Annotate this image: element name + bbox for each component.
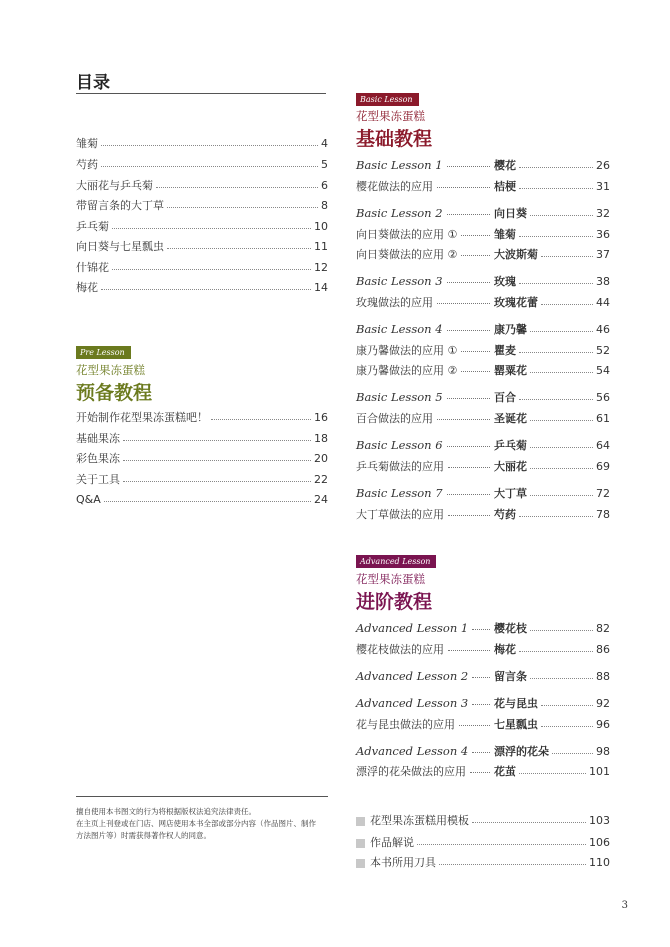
leader-dots [461, 351, 490, 352]
lesson-left [356, 158, 494, 172]
toc-item[interactable] [76, 471, 328, 487]
toc-item[interactable] [76, 430, 328, 446]
lesson-flower-name: 百合 [494, 391, 516, 404]
lesson-item[interactable] [356, 458, 610, 474]
lesson-flower-name: 玫瑰花蕾 [494, 296, 538, 309]
toc-item[interactable] [356, 854, 610, 870]
leader-dots [167, 247, 311, 249]
leader-dots [472, 629, 490, 630]
footnote-line: 方法图片等）时需获得著作权人的同意。 [76, 831, 211, 840]
lesson-page: 32 [596, 206, 610, 220]
lesson-page: 54 [596, 363, 610, 377]
leader-dots [519, 398, 593, 400]
leader-dots [541, 303, 593, 305]
leader-dots [112, 268, 311, 270]
square-bullet-icon [356, 839, 365, 848]
leader-dots [519, 187, 593, 189]
lesson-item[interactable] [356, 362, 610, 378]
toc-item-label: 开始制作花型果冻蛋糕吧！ [76, 411, 208, 424]
lesson-application-label: 大丁草做法的应用 [356, 508, 444, 521]
leader-dots [448, 467, 490, 468]
toc-item[interactable] [76, 156, 328, 172]
lesson-item[interactable] [356, 389, 610, 405]
lesson-number-label: Advanced Lesson 3 [356, 696, 469, 710]
lesson-flower-name: 康乃馨 [494, 323, 527, 336]
lesson-flower-name: 芍药 [494, 508, 516, 521]
lesson-page: 69 [596, 459, 610, 473]
lesson-page: 52 [596, 343, 610, 357]
lesson-flower-name: 乒乓菊 [494, 439, 527, 452]
toc-item-label: 作品解说 [370, 836, 414, 849]
leader-dots [417, 843, 586, 845]
leader-dots [541, 725, 593, 727]
leader-dots [447, 166, 490, 167]
leader-dots [530, 494, 593, 496]
lesson-page: 31 [596, 179, 610, 193]
leader-dots [448, 515, 490, 516]
leader-dots [448, 650, 490, 651]
lesson-flower-name: 大丽花 [494, 460, 527, 473]
page-number: 3 [621, 900, 628, 911]
lesson-item[interactable] [356, 506, 610, 522]
lesson-flower-name: 圣诞花 [494, 412, 527, 425]
leader-dots [530, 446, 593, 448]
leader-dots [447, 398, 490, 399]
leader-dots [447, 330, 490, 331]
lesson-left [356, 696, 494, 710]
leader-dots [101, 165, 318, 167]
lesson-flower-name: 桔梗 [494, 180, 516, 193]
leader-dots [552, 752, 593, 754]
toc-item[interactable] [76, 259, 328, 275]
lesson-item[interactable] [356, 641, 610, 657]
leader-dots [530, 371, 593, 373]
leader-dots [123, 459, 311, 461]
toc-item-page: 14 [314, 280, 328, 294]
lesson-number-label: Advanced Lesson 1 [356, 621, 469, 635]
toc-item-label: 关于工具 [76, 473, 120, 486]
leader-dots [156, 186, 318, 188]
lesson-item[interactable] [356, 668, 610, 684]
lesson-application-label: 向日葵做法的应用 ① [356, 228, 458, 241]
lesson-item[interactable] [356, 178, 610, 194]
lesson-item[interactable] [356, 273, 610, 289]
toc-item-label: 乒乓菊 [76, 220, 109, 233]
toc-item-page: 6 [321, 178, 328, 192]
toc-item-label: 向日葵与七星瓢虫 [76, 240, 164, 253]
footnote-line: 在主页上刊登或在门店、网店使用本书全部或部分内容（作品图片、制作 [76, 819, 316, 828]
leader-dots [104, 500, 311, 502]
toc-item-page: 8 [321, 198, 328, 212]
lesson-number-label: Advanced Lesson 4 [356, 744, 469, 758]
toc-item[interactable] [76, 491, 328, 507]
lesson-page: 86 [596, 642, 610, 656]
lesson-application-label: 向日葵做法的应用 ② [356, 248, 458, 261]
leader-dots [470, 772, 490, 773]
lesson-number-label: Basic Lesson 5 [356, 390, 443, 404]
toc-item-page: 110 [589, 855, 610, 869]
lesson-left [356, 362, 494, 378]
toc-item[interactable] [356, 812, 610, 828]
lesson-page: 61 [596, 411, 610, 425]
leader-dots [472, 677, 490, 678]
leader-dots [541, 255, 593, 257]
basic-lesson-subtitle: 花型果冻蛋糕 [356, 109, 425, 123]
leader-dots [461, 255, 490, 256]
lesson-page: 92 [596, 696, 610, 710]
leader-dots [101, 288, 311, 290]
leader-dots [519, 166, 593, 168]
lesson-application-label: 百合做法的应用 [356, 412, 433, 425]
footnote-line: 擅自使用本书图文的行为将根据版权法追究法律责任。 [76, 807, 256, 816]
lesson-item[interactable] [356, 205, 610, 221]
lesson-number-label: Basic Lesson 4 [356, 322, 443, 336]
toc-item-page: 4 [321, 136, 328, 150]
toc-item-page: 20 [314, 451, 328, 465]
leader-dots [519, 282, 593, 284]
lesson-number-label: Basic Lesson 1 [356, 158, 443, 172]
lesson-page: 56 [596, 390, 610, 404]
lesson-page: 46 [596, 322, 610, 336]
lesson-flower-name: 漂浮的花朵 [494, 745, 549, 758]
lesson-flower-name: 花茧 [494, 765, 516, 778]
leader-dots [530, 214, 593, 216]
leader-dots [519, 515, 593, 517]
lesson-page: 82 [596, 621, 610, 635]
lesson-page: 38 [596, 274, 610, 288]
lesson-flower-name: 大波斯菊 [494, 248, 538, 261]
toc-item-label: 什锦花 [76, 261, 109, 274]
toc-item-label: 本书所用刀具 [370, 856, 436, 869]
lesson-item[interactable] [356, 620, 610, 636]
lesson-item[interactable] [356, 157, 610, 173]
lesson-application-label: 康乃馨做法的应用 ② [356, 364, 458, 377]
toc-item[interactable] [76, 279, 328, 295]
toc-item[interactable] [356, 834, 610, 850]
lesson-item[interactable] [356, 743, 610, 759]
leader-dots [123, 439, 311, 441]
toc-item-page: 12 [314, 260, 328, 274]
lesson-flower-name: 向日葵 [494, 207, 527, 220]
lesson-flower-name: 樱花 [494, 159, 516, 172]
leader-dots [541, 704, 593, 706]
toc-item-label: 芍药 [76, 158, 98, 171]
toc-item-label: 彩色果冻 [76, 452, 120, 465]
lesson-left [356, 178, 494, 194]
lesson-application-label: 花与昆虫做法的应用 [356, 718, 455, 731]
lesson-page: 96 [596, 717, 610, 731]
lesson-number-label: Basic Lesson 2 [356, 206, 443, 220]
lesson-left [356, 246, 494, 262]
toc-item-label: 带留言条的大丁草 [76, 199, 164, 212]
lesson-application-label: 康乃馨做法的应用 ① [356, 344, 458, 357]
lesson-page: 26 [596, 158, 610, 172]
lesson-left [356, 486, 494, 500]
lesson-item[interactable] [356, 485, 610, 501]
lesson-page: 36 [596, 227, 610, 241]
lesson-flower-name: 瞿麦 [494, 344, 516, 357]
lesson-left [356, 294, 494, 310]
leader-dots [437, 187, 490, 188]
lesson-item[interactable] [356, 410, 610, 426]
page-title: 目录 [76, 73, 110, 93]
leader-dots [530, 467, 593, 469]
lesson-application-label: 樱花做法的应用 [356, 180, 433, 193]
lesson-flower-name: 玫瑰 [494, 275, 516, 288]
lesson-left [356, 438, 494, 452]
lesson-flower-name: 雏菊 [494, 228, 516, 241]
pre-lesson-badge: Pre Lesson [76, 346, 131, 359]
lesson-page: 78 [596, 507, 610, 521]
toc-item-label: Q&A [76, 492, 101, 506]
lesson-left [356, 226, 494, 242]
leader-dots [211, 418, 311, 420]
square-bullet-icon [356, 859, 365, 868]
toc-item-page: 103 [589, 813, 610, 827]
leader-dots [447, 282, 490, 283]
lesson-page: 101 [589, 764, 610, 778]
lesson-page: 64 [596, 438, 610, 452]
advanced-lesson-heading: 进阶教程 [356, 591, 433, 613]
toc-item-page: 16 [314, 410, 328, 424]
lesson-left [356, 322, 494, 336]
lesson-left [356, 716, 494, 732]
toc-item-page: 11 [314, 239, 328, 253]
leader-dots [123, 480, 311, 482]
leader-dots [519, 235, 593, 237]
leader-dots [447, 214, 490, 215]
pre-lesson-heading: 预备教程 [76, 382, 153, 404]
leader-dots [439, 863, 586, 865]
pre-lesson-subtitle: 花型果冻蛋糕 [76, 363, 145, 377]
lesson-page: 44 [596, 295, 610, 309]
lesson-number-label: Advanced Lesson 2 [356, 669, 469, 683]
lesson-number-label: Basic Lesson 3 [356, 274, 443, 288]
leader-dots [112, 227, 311, 229]
footnote-divider [76, 796, 328, 797]
lesson-item[interactable] [356, 294, 610, 310]
leader-dots [472, 752, 490, 753]
lesson-left [356, 390, 494, 404]
lesson-left [356, 206, 494, 220]
toc-item[interactable] [76, 177, 328, 193]
toc-item-label: 梅花 [76, 281, 98, 294]
toc-item-label: 雏菊 [76, 137, 98, 150]
toc-item-page: 24 [314, 492, 328, 506]
basic-lesson-badge: Basic Lesson [356, 93, 419, 106]
lesson-page: 37 [596, 247, 610, 261]
lesson-left [356, 458, 494, 474]
leader-dots [472, 704, 490, 705]
lesson-flower-name: 樱花枝 [494, 622, 527, 635]
leader-dots [461, 235, 490, 236]
toc-item-page: 22 [314, 472, 328, 486]
lesson-flower-name: 大丁草 [494, 487, 527, 500]
leader-dots [437, 419, 490, 420]
lesson-page: 72 [596, 486, 610, 500]
toc-item[interactable] [76, 238, 328, 254]
leader-dots [519, 772, 586, 774]
lesson-application-label: 樱花枝做法的应用 [356, 643, 444, 656]
lesson-left [356, 274, 494, 288]
lesson-left [356, 669, 494, 683]
toc-item-page: 5 [321, 157, 328, 171]
lesson-item[interactable] [356, 695, 610, 711]
leader-dots [530, 419, 593, 421]
leader-dots [472, 821, 586, 823]
toc-item-label: 大丽花与乒乓菊 [76, 179, 153, 192]
leader-dots [447, 494, 490, 495]
lesson-application-label: 玫瑰做法的应用 [356, 296, 433, 309]
lesson-item[interactable] [356, 321, 610, 337]
leader-dots [530, 330, 593, 332]
lesson-number-label: Basic Lesson 7 [356, 486, 443, 500]
toc-item-label: 花型果冻蛋糕用模板 [370, 814, 469, 827]
toc-item[interactable] [76, 135, 328, 151]
toc-item-label: 基础果冻 [76, 432, 120, 445]
lesson-item[interactable] [356, 437, 610, 453]
leader-dots [447, 446, 490, 447]
toc-item-page: 106 [589, 835, 610, 849]
lesson-application-label: 漂浮的花朵做法的应用 [356, 765, 466, 778]
toc-item[interactable] [76, 218, 328, 234]
lesson-item[interactable] [356, 226, 610, 242]
toc-item-page: 18 [314, 431, 328, 445]
lesson-number-label: Basic Lesson 6 [356, 438, 443, 452]
leader-dots [519, 650, 593, 652]
leader-dots [101, 144, 318, 146]
toc-item-page: 10 [314, 219, 328, 233]
lesson-item[interactable] [356, 246, 610, 262]
lesson-left [356, 621, 494, 635]
lesson-left [356, 506, 494, 522]
title-divider [76, 93, 326, 94]
lesson-page: 88 [596, 669, 610, 683]
leader-dots [459, 725, 490, 726]
leader-dots [519, 351, 593, 353]
advanced-lesson-subtitle: 花型果冻蛋糕 [356, 572, 425, 586]
leader-dots [437, 303, 490, 304]
leader-dots [461, 371, 490, 372]
leader-dots [530, 629, 593, 631]
advanced-lesson-badge: Advanced Lesson [356, 555, 436, 568]
lesson-item[interactable] [356, 716, 610, 732]
lesson-left [356, 342, 494, 358]
basic-lesson-heading: 基础教程 [356, 128, 433, 150]
toc-item[interactable] [76, 450, 328, 466]
lesson-flower-name: 罂粟花 [494, 364, 527, 377]
lesson-page: 98 [596, 744, 610, 758]
lesson-left [356, 744, 494, 758]
lesson-flower-name: 留言条 [494, 670, 527, 683]
lesson-flower-name: 梅花 [494, 643, 516, 656]
leader-dots [167, 206, 318, 208]
toc-item[interactable] [76, 197, 328, 213]
lesson-flower-name: 花与昆虫 [494, 697, 538, 710]
lesson-application-label: 乒乓菊做法的应用 [356, 460, 444, 473]
toc-item[interactable] [76, 409, 328, 425]
lesson-flower-name: 七星瓢虫 [494, 718, 538, 731]
square-bullet-icon [356, 817, 365, 826]
lesson-left [356, 410, 494, 426]
lesson-item[interactable] [356, 342, 610, 358]
lesson-left [356, 763, 494, 779]
leader-dots [530, 677, 593, 679]
lesson-left [356, 641, 494, 657]
lesson-item[interactable] [356, 763, 610, 779]
